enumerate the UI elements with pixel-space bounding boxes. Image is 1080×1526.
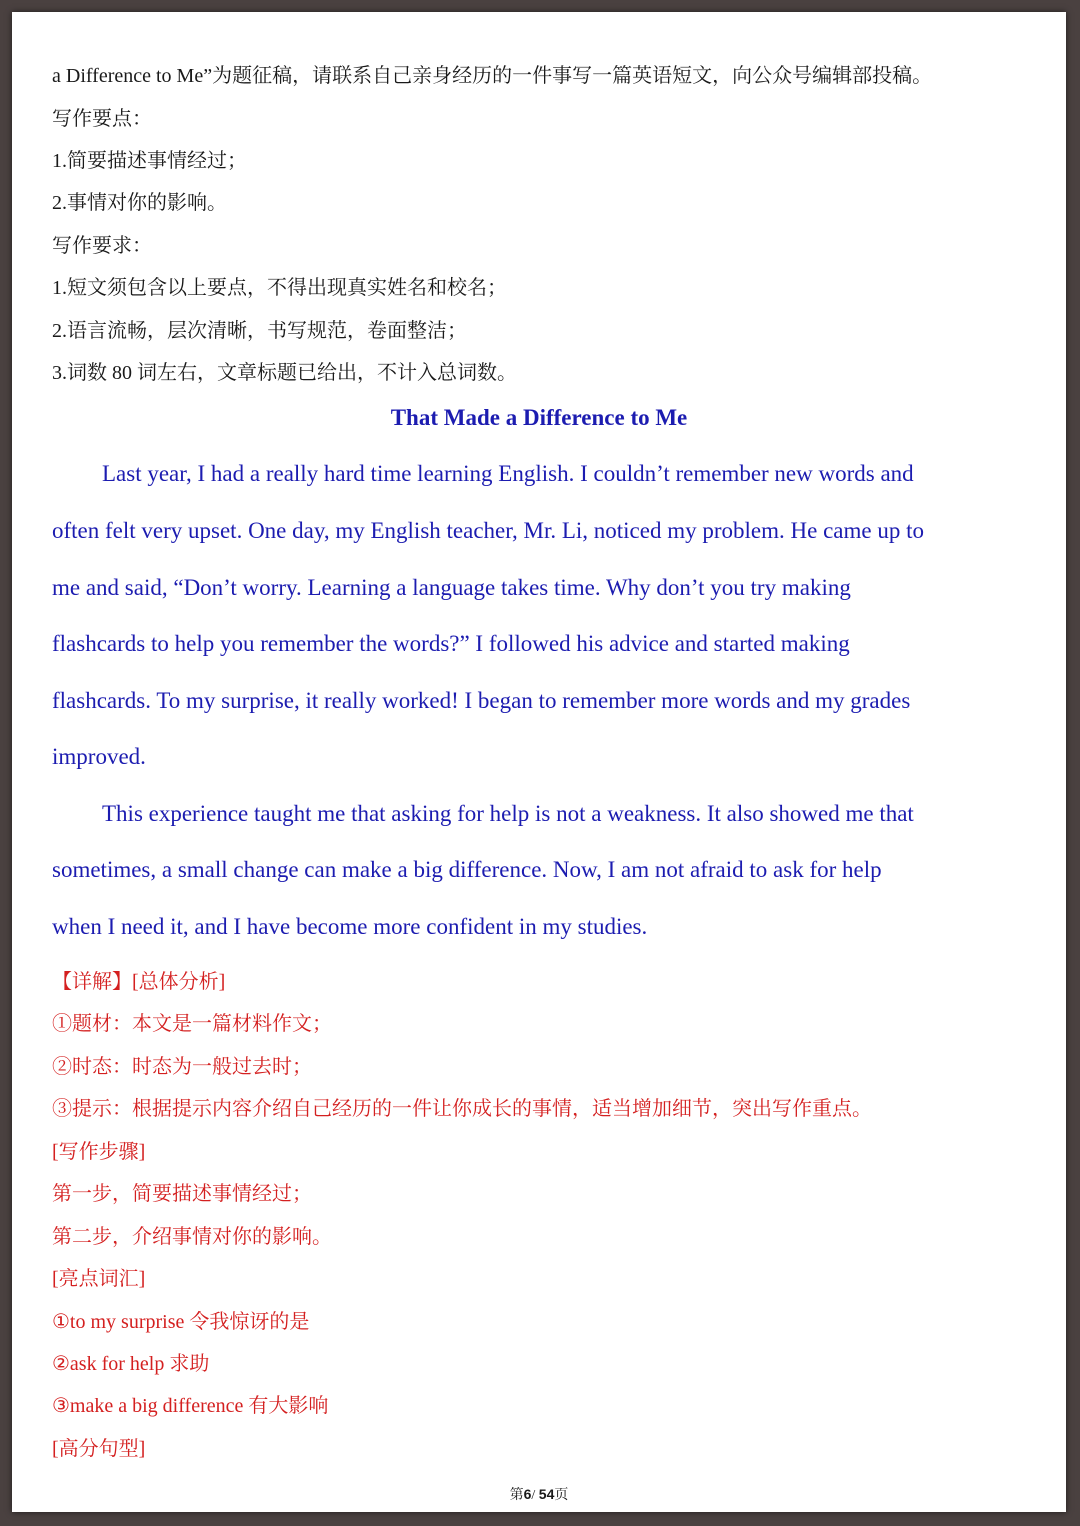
analysis-line-10: ②ask for help 求助 (52, 1353, 210, 1375)
prompt-line-7: 2.语言流畅，层次清晰，书写规范，卷面整洁； (52, 320, 467, 342)
analysis-line-1: 【详解】[总体分析] (52, 971, 226, 993)
essay-line-2: often felt very upset. One day, my English teacher, Mr. Li, noticed my problem. He came up to (52, 518, 924, 543)
page-number-separator: / (531, 1488, 539, 1503)
page-number-current: 6 (523, 1486, 532, 1502)
essay-line-8: sometimes, a small change can make a big difference. Now, I am not afraid to ask for help (52, 857, 882, 882)
essay-line-6: improved. (52, 744, 146, 769)
essay-line-3: me and said, “Don’t worry. Learning a language takes time. Why don’t you try making (52, 575, 851, 600)
analysis-line-5: [写作步骤] (52, 1141, 146, 1163)
analysis-line-12: [高分句型] (52, 1438, 146, 1460)
analysis-line-3: ②时态：时态为一般过去时； (52, 1056, 312, 1078)
prompt-line-1: a Difference to Me”为题征稿，请联系自己亲身经历的一件事写一篇英语短文，向公众号编辑部投稿。 (52, 65, 933, 87)
analysis-line-7: 第二步，介绍事情对你的影响。 (52, 1226, 332, 1248)
prompt-line-5: 写作要求： (52, 235, 152, 257)
prompt-line-8: 3.词数 80 词左右，文章标题已给出，不计入总词数。 (52, 362, 517, 384)
essay-line-7: This experience taught me that asking for help is not a weakness. It also showed me that (102, 801, 914, 826)
essay-line-4: flashcards to help you remember the words?” I followed his advice and started making (52, 631, 850, 656)
page-number-prefix: 第 (509, 1488, 524, 1503)
page-number (12, 1484, 1066, 1504)
analysis-line-4: ③提示：根据提示内容介绍自己经历的一件让你成长的事情，适当增加细节，突出写作重点。 (52, 1098, 872, 1120)
prompt-line-2: 写作要点： (52, 108, 152, 130)
essay-line-1: Last year, I had a really hard time learning English. I couldn’t remember new words and (102, 461, 914, 486)
analysis-line-6: 第一步，简要描述事情经过； (52, 1183, 312, 1205)
analysis-line-9: ①to my surprise 令我惊讶的是 (52, 1311, 310, 1333)
analysis-line-8: [亮点词汇] (52, 1268, 146, 1290)
page-number-total: 54 (538, 1486, 555, 1502)
essay-line-5: flashcards. To my surprise, it really worked! I began to remember more words and my grades (52, 688, 911, 713)
prompt-line-4: 2.事情对你的影响。 (52, 192, 227, 214)
prompt-line-3: 1.简要描述事情经过； (52, 150, 247, 172)
document-page (12, 12, 1066, 1512)
prompt-line-6: 1.短文须包含以上要点，不得出现真实姓名和校名； (52, 277, 507, 299)
page-number-suffix: 页 (554, 1488, 569, 1503)
essay-title: That Made a Difference to Me (390, 405, 688, 430)
analysis-line-2: ①题材：本文是一篇材料作文； (52, 1013, 332, 1035)
analysis-line-11: ③make a big difference 有大影响 (52, 1395, 329, 1417)
essay-line-9: when I need it, and I have become more confident in my studies. (52, 914, 648, 939)
